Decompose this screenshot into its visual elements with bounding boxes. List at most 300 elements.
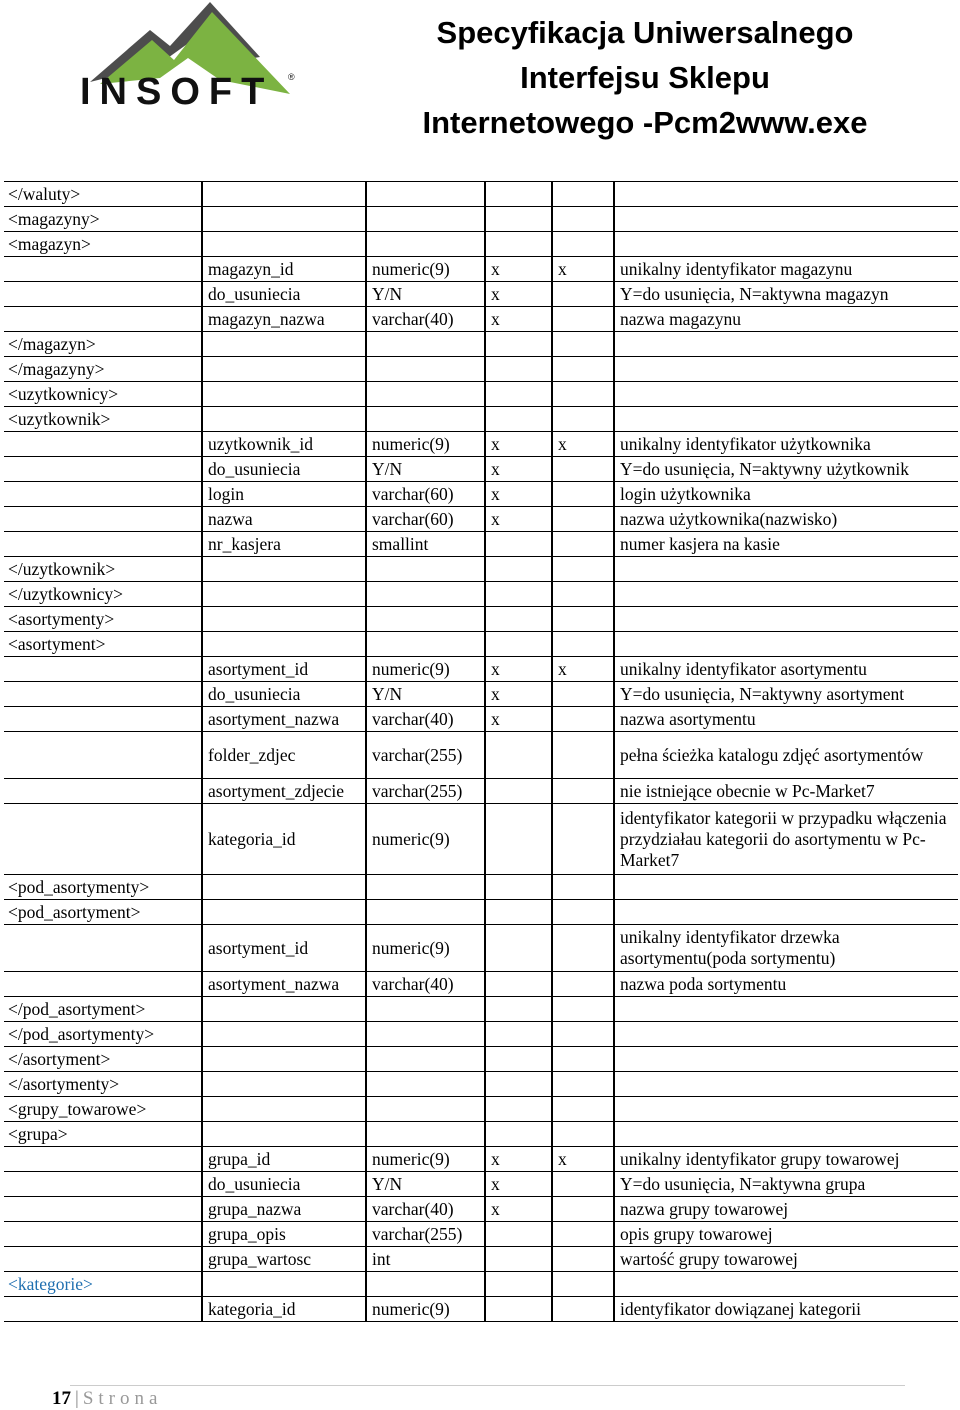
xml-tag-cell	[4, 1172, 202, 1197]
field-name-cell: grupa_nazwa	[202, 1197, 366, 1222]
required-mark-cell	[485, 779, 552, 804]
xml-tag-cell: </asortyment>	[4, 1047, 202, 1072]
title-line-3: Internetowego -Pcm2www.exe	[422, 105, 868, 140]
field-name-cell: asortyment_nazwa	[202, 707, 366, 732]
key-mark-cell	[552, 925, 614, 972]
field-row	[4, 972, 958, 997]
xml-tag-cell	[4, 925, 202, 972]
description-cell: Y=do usunięcia, N=aktywna magazyn	[614, 282, 958, 307]
key-mark-cell	[552, 282, 614, 307]
field-row	[4, 1197, 958, 1222]
required-mark-cell: x	[485, 257, 552, 282]
field-name-cell	[202, 382, 366, 407]
page-footer	[52, 1388, 162, 1410]
field-name-cell	[202, 632, 366, 657]
xml-tag-cell	[4, 307, 202, 332]
key-mark-cell	[552, 732, 614, 779]
description-cell	[614, 997, 958, 1022]
required-mark-cell	[485, 407, 552, 432]
field-type-cell: Y/N	[366, 682, 485, 707]
key-mark-cell	[552, 307, 614, 332]
tag-row	[4, 407, 958, 432]
required-mark-cell: x	[485, 707, 552, 732]
required-mark-cell	[485, 1047, 552, 1072]
tag-row	[4, 607, 958, 632]
key-mark-cell	[552, 707, 614, 732]
field-name-cell: do_usuniecia	[202, 457, 366, 482]
key-mark-cell	[552, 557, 614, 582]
xml-tag-cell: <asortymenty>	[4, 607, 202, 632]
xml-tag-cell: </magazyny>	[4, 357, 202, 382]
required-mark-cell	[485, 532, 552, 557]
description-cell	[614, 332, 958, 357]
xml-tag-cell: <pod_asortyment>	[4, 900, 202, 925]
field-type-cell	[366, 632, 485, 657]
xml-tag-cell: <grupa>	[4, 1122, 202, 1147]
description-cell	[614, 232, 958, 257]
required-mark-cell	[485, 582, 552, 607]
field-name-cell: login	[202, 482, 366, 507]
field-type-cell	[366, 1047, 485, 1072]
field-name-cell: asortyment_zdjecie	[202, 779, 366, 804]
svg-text:®: ®	[288, 72, 295, 82]
field-type-cell: numeric(9)	[366, 432, 485, 457]
field-type-cell	[366, 900, 485, 925]
field-row	[4, 1247, 958, 1272]
required-mark-cell	[485, 1297, 552, 1322]
key-mark-cell: x	[552, 1147, 614, 1172]
field-row	[4, 257, 958, 282]
xml-tag-cell: <uzytkownik>	[4, 407, 202, 432]
title-line-1: Specyfikacja Uniwersalnego	[436, 15, 854, 50]
required-mark-cell	[485, 632, 552, 657]
description-cell	[614, 1122, 958, 1147]
description-cell: nie istniejące obecnie w Pc-Market7	[614, 779, 958, 804]
xml-tag-cell	[4, 282, 202, 307]
field-name-cell: magazyn_id	[202, 257, 366, 282]
field-row	[4, 804, 958, 875]
xml-tag-cell: <uzytkownicy>	[4, 382, 202, 407]
description-cell	[614, 900, 958, 925]
required-mark-cell: x	[485, 457, 552, 482]
xml-tag-cell	[4, 1197, 202, 1222]
field-type-cell: numeric(9)	[366, 804, 485, 875]
description-cell: nazwa magazynu	[614, 307, 958, 332]
field-type-cell	[366, 1097, 485, 1122]
description-cell: Y=do usunięcia, N=aktywny użytkownik	[614, 457, 958, 482]
field-name-cell: asortyment_id	[202, 925, 366, 972]
xml-tag-cell: </uzytkownik>	[4, 557, 202, 582]
required-mark-cell: x	[485, 1147, 552, 1172]
tag-row	[4, 1047, 958, 1072]
description-cell: identyfikator dowiązanej kategorii	[614, 1297, 958, 1322]
field-name-cell: do_usuniecia	[202, 1172, 366, 1197]
xml-tag-cell	[4, 432, 202, 457]
key-mark-cell	[552, 507, 614, 532]
field-type-cell: numeric(9)	[366, 1147, 485, 1172]
xml-tag-cell: </magazyn>	[4, 332, 202, 357]
tag-row	[4, 900, 958, 925]
key-mark-cell	[552, 1172, 614, 1197]
required-mark-cell	[485, 875, 552, 900]
tag-row	[4, 1122, 958, 1147]
description-cell: numer kasjera na kasie	[614, 532, 958, 557]
field-name-cell	[202, 1122, 366, 1147]
key-mark-cell	[552, 900, 614, 925]
required-mark-cell	[485, 557, 552, 582]
spec-table	[4, 181, 958, 1322]
key-mark-cell	[552, 1122, 614, 1147]
xml-tag-cell: <grupy_towarowe>	[4, 1097, 202, 1122]
field-type-cell: varchar(60)	[366, 507, 485, 532]
key-mark-cell	[552, 607, 614, 632]
description-cell	[614, 382, 958, 407]
key-mark-cell	[552, 972, 614, 997]
required-mark-cell: x	[485, 482, 552, 507]
field-type-cell	[366, 1122, 485, 1147]
required-mark-cell	[485, 607, 552, 632]
field-name-cell	[202, 1072, 366, 1097]
field-row	[4, 282, 958, 307]
xml-tag-cell	[4, 457, 202, 482]
description-cell: opis grupy towarowej	[614, 1222, 958, 1247]
key-mark-cell: x	[552, 257, 614, 282]
required-mark-cell	[485, 357, 552, 382]
key-mark-cell	[552, 1197, 614, 1222]
required-mark-cell: x	[485, 307, 552, 332]
description-cell	[614, 357, 958, 382]
field-type-cell	[366, 382, 485, 407]
key-mark-cell: x	[552, 657, 614, 682]
key-mark-cell	[552, 804, 614, 875]
field-name-cell: folder_zdjec	[202, 732, 366, 779]
key-mark-cell	[552, 182, 614, 207]
field-type-cell: varchar(40)	[366, 707, 485, 732]
key-mark-cell	[552, 532, 614, 557]
key-mark-cell	[552, 1247, 614, 1272]
tag-row	[4, 357, 958, 382]
xml-tag-cell	[4, 732, 202, 779]
field-type-cell	[366, 875, 485, 900]
field-name-cell	[202, 182, 366, 207]
description-cell	[614, 1097, 958, 1122]
field-type-cell	[366, 232, 485, 257]
field-row	[4, 1172, 958, 1197]
description-cell: pełna ścieżka katalogu zdjęć asortymentów	[614, 732, 958, 779]
xml-tag-cell	[4, 507, 202, 532]
field-name-cell: magazyn_nazwa	[202, 307, 366, 332]
field-name-cell: grupa_id	[202, 1147, 366, 1172]
required-mark-cell: x	[485, 1197, 552, 1222]
field-row	[4, 732, 958, 779]
required-mark-cell: x	[485, 682, 552, 707]
field-row	[4, 532, 958, 557]
key-mark-cell	[552, 779, 614, 804]
xml-tag-cell	[4, 1247, 202, 1272]
tag-row	[4, 382, 958, 407]
required-mark-cell	[485, 1272, 552, 1297]
key-mark-cell	[552, 682, 614, 707]
field-type-cell: varchar(40)	[366, 1197, 485, 1222]
page-header	[0, 0, 960, 180]
xml-tag-cell: </uzytkownicy>	[4, 582, 202, 607]
field-type-cell	[366, 1272, 485, 1297]
key-mark-cell	[552, 1097, 614, 1122]
field-name-cell	[202, 1272, 366, 1297]
description-cell	[614, 875, 958, 900]
xml-tag-cell: </pod_asortyment>	[4, 997, 202, 1022]
field-type-cell: numeric(9)	[366, 925, 485, 972]
key-mark-cell	[552, 407, 614, 432]
description-cell: nazwa użytkownika(nazwisko)	[614, 507, 958, 532]
required-mark-cell: x	[485, 282, 552, 307]
key-mark-cell	[552, 482, 614, 507]
key-mark-cell	[552, 382, 614, 407]
description-cell	[614, 1047, 958, 1072]
field-name-cell	[202, 232, 366, 257]
xml-tag-cell: <magazyn>	[4, 232, 202, 257]
field-row	[4, 707, 958, 732]
tag-row	[4, 232, 958, 257]
field-type-cell: Y/N	[366, 1172, 485, 1197]
key-mark-cell	[552, 1297, 614, 1322]
field-name-cell: kategoria_id	[202, 804, 366, 875]
description-cell: unikalny identyfikator asortymentu	[614, 657, 958, 682]
description-cell: Y=do usunięcia, N=aktywny asortyment	[614, 682, 958, 707]
field-type-cell	[366, 1022, 485, 1047]
field-type-cell	[366, 582, 485, 607]
key-mark-cell	[552, 582, 614, 607]
key-mark-cell	[552, 332, 614, 357]
xml-tag-cell	[4, 779, 202, 804]
field-type-cell	[366, 607, 485, 632]
field-name-cell: uzytkownik_id	[202, 432, 366, 457]
field-name-cell: do_usuniecia	[202, 282, 366, 307]
required-mark-cell	[485, 207, 552, 232]
field-row	[4, 457, 958, 482]
title-line-2: Interfejsu Sklepu	[520, 60, 770, 95]
field-name-cell	[202, 875, 366, 900]
key-mark-cell	[552, 1072, 614, 1097]
field-type-cell	[366, 357, 485, 382]
required-mark-cell	[485, 1072, 552, 1097]
required-mark-cell	[485, 804, 552, 875]
required-mark-cell: x	[485, 432, 552, 457]
tag-row	[4, 1022, 958, 1047]
field-type-cell: varchar(60)	[366, 482, 485, 507]
tag-row	[4, 997, 958, 1022]
field-name-cell: asortyment_id	[202, 657, 366, 682]
field-type-cell	[366, 207, 485, 232]
description-cell: nazwa poda sortymentu	[614, 972, 958, 997]
key-mark-cell	[552, 875, 614, 900]
required-mark-cell	[485, 925, 552, 972]
key-mark-cell	[552, 1222, 614, 1247]
field-type-cell: smallint	[366, 532, 485, 557]
xml-tag-cell: <kategorie>	[4, 1272, 202, 1297]
field-type-cell: Y/N	[366, 282, 485, 307]
field-name-cell: kategoria_id	[202, 1297, 366, 1322]
key-mark-cell	[552, 232, 614, 257]
description-cell	[614, 182, 958, 207]
description-cell: nazwa asortymentu	[614, 707, 958, 732]
field-name-cell: nazwa	[202, 507, 366, 532]
field-name-cell: asortyment_nazwa	[202, 972, 366, 997]
field-row	[4, 507, 958, 532]
field-name-cell	[202, 407, 366, 432]
required-mark-cell	[485, 1222, 552, 1247]
footer-separator: |	[75, 1388, 79, 1409]
field-type-cell: varchar(40)	[366, 972, 485, 997]
field-row	[4, 432, 958, 457]
description-cell	[614, 632, 958, 657]
required-mark-cell	[485, 232, 552, 257]
field-row	[4, 1147, 958, 1172]
field-name-cell: grupa_wartosc	[202, 1247, 366, 1272]
required-mark-cell	[485, 972, 552, 997]
xml-tag-cell	[4, 707, 202, 732]
description-cell	[614, 407, 958, 432]
description-cell	[614, 1272, 958, 1297]
xml-tag-cell: <asortyment>	[4, 632, 202, 657]
description-cell	[614, 607, 958, 632]
xml-tag-cell: <magazyny>	[4, 207, 202, 232]
field-name-cell	[202, 357, 366, 382]
field-type-cell: Y/N	[366, 457, 485, 482]
field-type-cell	[366, 182, 485, 207]
required-mark-cell: x	[485, 507, 552, 532]
xml-tag-cell	[4, 657, 202, 682]
field-name-cell: grupa_opis	[202, 1222, 366, 1247]
description-cell: wartość grupy towarowej	[614, 1247, 958, 1272]
tag-row	[4, 207, 958, 232]
key-mark-cell: x	[552, 432, 614, 457]
required-mark-cell	[485, 332, 552, 357]
xml-tag-cell	[4, 482, 202, 507]
field-name-cell	[202, 332, 366, 357]
field-type-cell: varchar(255)	[366, 732, 485, 779]
tag-row	[4, 557, 958, 582]
tag-row	[4, 1097, 958, 1122]
page-word: Strona	[82, 1388, 163, 1409]
description-cell	[614, 1072, 958, 1097]
field-name-cell: nr_kasjera	[202, 532, 366, 557]
field-row	[4, 482, 958, 507]
tag-row	[4, 182, 958, 207]
key-mark-cell	[552, 1272, 614, 1297]
field-name-cell	[202, 207, 366, 232]
description-cell	[614, 582, 958, 607]
description-cell	[614, 207, 958, 232]
field-row	[4, 1297, 958, 1322]
tag-row	[4, 582, 958, 607]
field-row	[4, 657, 958, 682]
required-mark-cell	[485, 182, 552, 207]
key-mark-cell	[552, 1047, 614, 1072]
description-cell: identyfikator kategorii w przypadku włączenia przydziałau kategorii do asortymentu w Pc-Market7	[614, 804, 958, 875]
xml-tag-cell	[4, 257, 202, 282]
required-mark-cell: x	[485, 657, 552, 682]
field-name-cell	[202, 997, 366, 1022]
description-cell: login użytkownika	[614, 482, 958, 507]
tag-row	[4, 875, 958, 900]
xml-tag-cell: <pod_asortymenty>	[4, 875, 202, 900]
field-type-cell	[366, 332, 485, 357]
field-type-cell: varchar(255)	[366, 779, 485, 804]
required-mark-cell	[485, 732, 552, 779]
xml-tag-cell	[4, 1222, 202, 1247]
logo-wordmark: INSOFT	[80, 71, 274, 112]
description-cell: Y=do usunięcia, N=aktywna grupa	[614, 1172, 958, 1197]
xml-tag-cell	[4, 804, 202, 875]
key-mark-cell	[552, 632, 614, 657]
key-mark-cell	[552, 457, 614, 482]
description-cell: unikalny identyfikator magazynu	[614, 257, 958, 282]
description-cell	[614, 557, 958, 582]
field-type-cell: varchar(255)	[366, 1222, 485, 1247]
field-type-cell: int	[366, 1247, 485, 1272]
field-row	[4, 307, 958, 332]
field-type-cell	[366, 997, 485, 1022]
field-row	[4, 1222, 958, 1247]
field-type-cell: numeric(9)	[366, 657, 485, 682]
field-name-cell	[202, 607, 366, 632]
xml-tag-cell	[4, 972, 202, 997]
required-mark-cell	[485, 1022, 552, 1047]
description-cell: nazwa grupy towarowej	[614, 1197, 958, 1222]
tag-row	[4, 1072, 958, 1097]
insoft-logo	[70, 2, 310, 112]
required-mark-cell	[485, 1122, 552, 1147]
field-name-cell: do_usuniecia	[202, 682, 366, 707]
tag-row	[4, 1272, 958, 1297]
tag-row	[4, 632, 958, 657]
xml-tag-cell: </asortymenty>	[4, 1072, 202, 1097]
field-type-cell	[366, 1072, 485, 1097]
field-row	[4, 925, 958, 972]
description-cell: unikalny identyfikator drzewka asortymentu(poda sortymentu)	[614, 925, 958, 972]
required-mark-cell	[485, 997, 552, 1022]
xml-tag-cell	[4, 1147, 202, 1172]
key-mark-cell	[552, 997, 614, 1022]
xml-tag-cell	[4, 532, 202, 557]
xml-tag-cell	[4, 1297, 202, 1322]
required-mark-cell	[485, 382, 552, 407]
description-cell	[614, 1022, 958, 1047]
field-type-cell: numeric(9)	[366, 257, 485, 282]
field-row	[4, 779, 958, 804]
page-number: 17	[52, 1388, 71, 1409]
key-mark-cell	[552, 357, 614, 382]
required-mark-cell	[485, 1097, 552, 1122]
field-type-cell	[366, 557, 485, 582]
required-mark-cell	[485, 900, 552, 925]
field-name-cell	[202, 1047, 366, 1072]
tag-row	[4, 332, 958, 357]
xml-tag-cell: </waluty>	[4, 182, 202, 207]
field-type-cell: numeric(9)	[366, 1297, 485, 1322]
field-name-cell	[202, 582, 366, 607]
field-name-cell	[202, 1022, 366, 1047]
field-name-cell	[202, 1097, 366, 1122]
field-type-cell	[366, 407, 485, 432]
xml-tag-cell: </pod_asortymenty>	[4, 1022, 202, 1047]
field-type-cell: varchar(40)	[366, 307, 485, 332]
key-mark-cell	[552, 207, 614, 232]
description-cell: unikalny identyfikator grupy towarowej	[614, 1147, 958, 1172]
key-mark-cell	[552, 1022, 614, 1047]
required-mark-cell: x	[485, 1172, 552, 1197]
